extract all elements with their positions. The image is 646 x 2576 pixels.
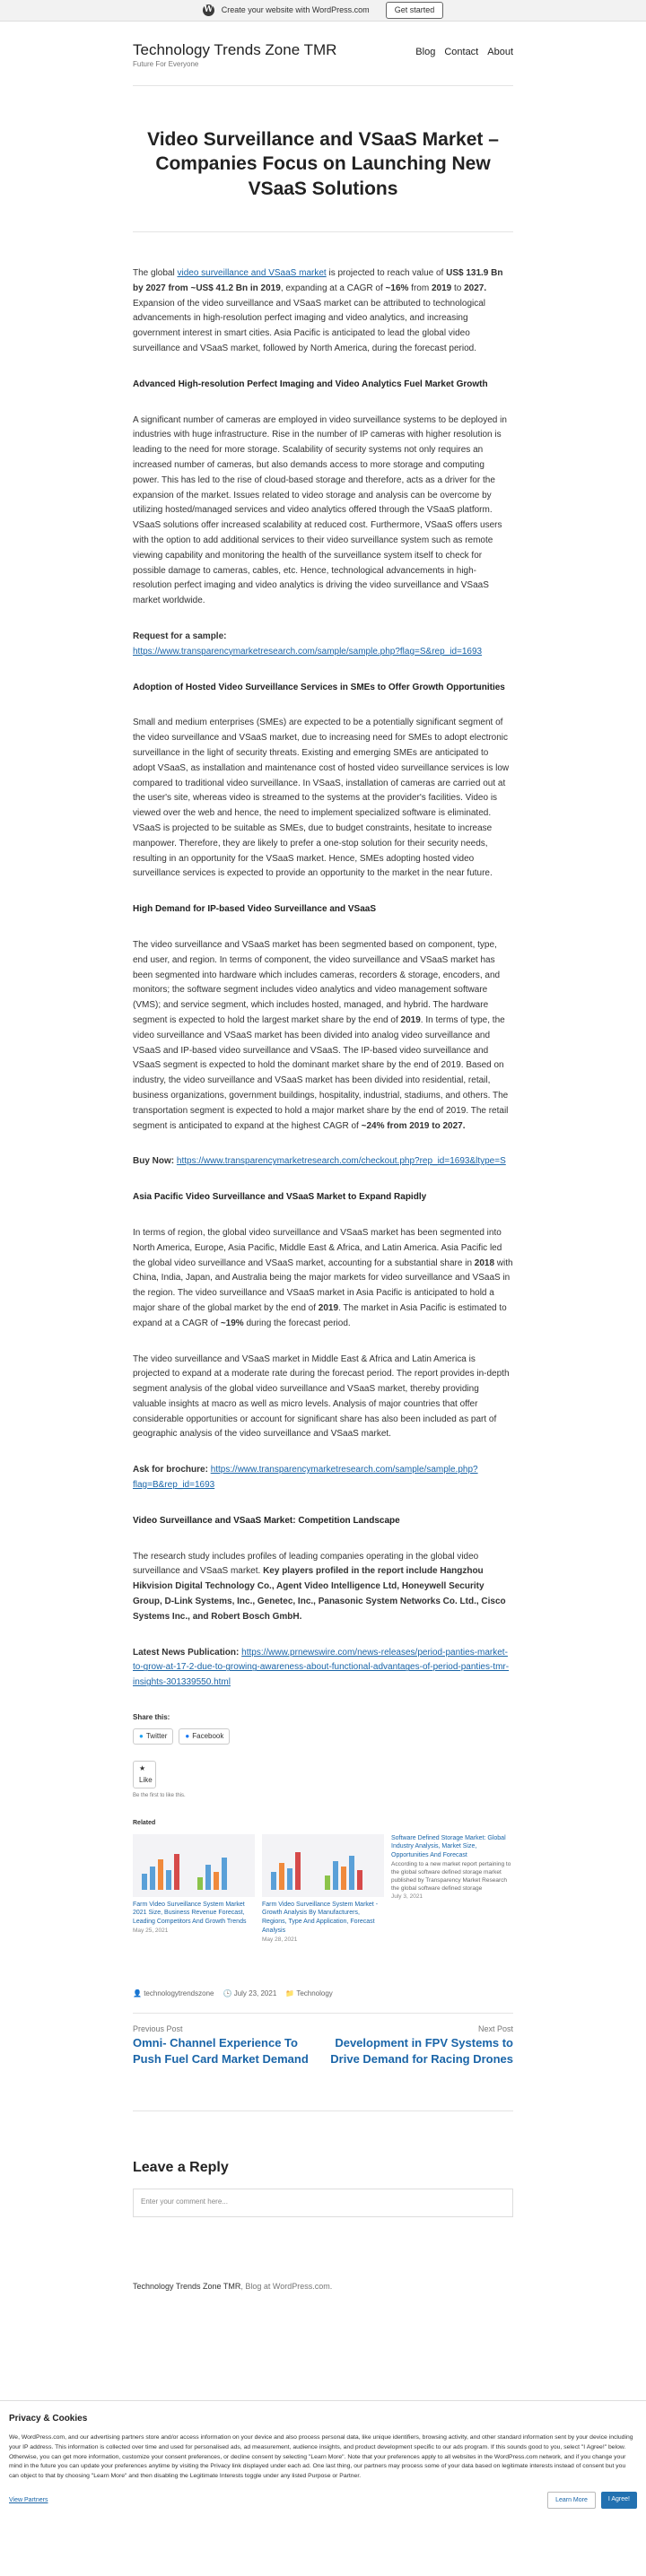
next-title[interactable]: Development in FPV Systems to Drive Demand for Racing Drones (330, 2036, 513, 2067)
like-note: Be the first to like this. (133, 1792, 186, 1798)
buy-link[interactable]: https://www.transparencymarketresearch.com/checkout.php?rep_id=1693&ltype=S (176, 1156, 506, 1167)
site-header (133, 22, 513, 86)
post-content (133, 232, 513, 1944)
cookie-heading: Privacy & Cookies (9, 2414, 88, 2424)
cookie-banner (0, 2400, 646, 2519)
share-facebook-button[interactable]: ● Facebook (179, 1728, 230, 1744)
paragraph: In terms of region, the global video surveillance and VSaaS market has been segmented into North America, Europe, Asia Pacific, Middle East & Africa, and Latin America. Asia Pacific led the global video surveillance and VSaaS market, accounting for a substantial share in 2018 with China, India, Japan, and Australia being the major markets for video surveillance and VSaaS in the region. The video surveillance and VSaaS market in Asia Pacific is anticipated to hold a major share of the global market by the end of 2019. The market in Asia Pacific is estimated to expand at a CAGR of ~19% during the forecast period. (133, 1227, 513, 1328)
reply-heading: Leave a Reply (133, 2160, 229, 2176)
news-link[interactable]: https://www.prnewswire.com/news-releases/period-panties-market-to-grow-at-17-2-due-to-growing-awareness-about-functional-advantages-of-period-panties-tmr-insights-301339550.html (133, 1647, 510, 1688)
agree-button[interactable]: I Agree! (601, 2492, 637, 2509)
related-item[interactable] (391, 1834, 513, 1944)
footer-site-link[interactable]: Technology Trends Zone TMR (133, 2282, 241, 2292)
sample-request: Request for a sample: https://www.transparencymarketresearch.com/sample/sample.php?flag=S&rep_id=1693 (133, 631, 483, 657)
clock-icon: 🕒 (223, 1989, 232, 1997)
thumbnail-chart (271, 1852, 301, 1890)
previous-title[interactable]: Omni- Channel Experience To Push Fuel Card Market Demand (133, 2036, 309, 2067)
thumbnail-chart (142, 1854, 179, 1890)
related-date: July 3, 2021 (391, 1893, 423, 1901)
cookie-text: We, WordPress.com, and our advertising partners store and/or access information on your device and also process personal data, like unique identifiers, browsing activity, and other standard information sent by your device including your IP address. This information is collected over time and used for personalised ads, ad measurement, audience insights, and product development specific to our ads program. If this sounds good to you, select "I Agree!" below. Otherwise, you can get more information, customize your consent preferences, or decline consent by selecting "Learn More". Note that your preferences apply to all websites in the WordPress.com network, and if you change your mind in the future you can update your preferences anytime by visiting the Privacy link displayed under each ad. One last thing, our partners may process some of your data based on legitimate interests instead of consent but you can object to that by choosing "Learn More" and then disabling the Legitimate Interests toggle under any listed Purpose or Partner. (9, 2434, 633, 2479)
related-title[interactable]: Farm Video Surveillance System Market - Growth Analysis By Manufacturers, Regions, Type And Application, Forecast Analysis (262, 1901, 379, 1935)
previous-label: Previous Post (133, 2023, 183, 2033)
related-label: Related (133, 1819, 156, 1826)
sample-link[interactable]: https://www.transparencymarketresearch.com/sample/sample.php?flag=S&rep_id=1693 (133, 646, 483, 657)
post-title: Video Surveillance and VSaaS Market – Companies Focus on Launching New VSaaS Solutions (133, 86, 513, 232)
date-meta[interactable]: 🕒 July 23, 2021 (223, 1989, 277, 1997)
paragraph: The video surveillance and VSaaS market has been segmented based on component, type, end user, and region. In terms of component, the video surveillance and VSaaS market has been segmented into hardware which includes cameras, recorders & storage, encoders, and monitors; the software segment includes video analytics and video management software (VMS); and service segment, which includes hosted, managed, and hybrid. The hardware segment is expected to hold the largest market share by the end of 2019. In terms of type, the video surveillance and VSaaS market has been divided into analog video surveillance and VSaaS and IP-based video surveillance and VSaaS. The IP-based video surveillance and VSaaS segment is expected to hold the dominant market share by the end of 2019. Based on industry, the video surveillance and VSaaS market has been divided into residential, retail, business organizations, government buildings, hospitality, industrial, stadiums, and others. The transportation segment is expected to hold a major market share by the end of 2019. The retail segment is anticipated to expand at the highest CAGR of ~24% from 2019 to 2027. (133, 939, 509, 1131)
next-label: Next Post (477, 2023, 513, 2033)
intro-paragraph: The global video surveillance and VSaaS market is projected to reach value of US$ 131.9 Bn by 2027 from ~US$ 41.2 Bn in 2019, expanding at a CAGR of ~16% from 2019 to 2027. Expansion of the video surveillance and VSaaS market can be attributed to technological advancements in high-resolution perfect imaging and video analytics, and increasing government interest in smart cities. Asia Pacific is anticipated to lead the global video surveillance and VSaaS market, followed by North America, during the forecast period. (133, 268, 503, 354)
related-posts (133, 1834, 513, 1944)
section-heading: Asia Pacific Video Surveillance and VSaaS Market to Expand Rapidly (133, 1192, 427, 1203)
brochure-request: Ask for brochure: https://www.transparencymarketresearch.com/sample/sample.php?flag=B&rep_id=1693 (133, 1465, 478, 1491)
share-label: Share this: (133, 1713, 170, 1722)
banner-text[interactable]: Create your website with WordPress.com (221, 5, 370, 15)
like-button[interactable]: ★ Like (133, 1761, 156, 1788)
paragraph: The video surveillance and VSaaS market in Middle East & Africa and Latin America is projected to expand at a moderate rate during the forecast period. The report provides in-depth segment analysis of the global video surveillance and VSaaS market, thereby providing valuable insights at macro as well as micro levels. Analysis of major countries that offer considerable opportunities or account for significant share has also been included as part of geographic analysis of the video surveillance and VSaaS market. (133, 1353, 510, 1440)
thumbnail-chart (197, 1858, 227, 1890)
wpcom-banner (0, 0, 646, 22)
share-twitter-button[interactable]: ● Twitter (133, 1728, 173, 1744)
market-link[interactable]: video surveillance and VSaaS market (177, 268, 327, 279)
related-date: May 25, 2021 (133, 1928, 169, 1935)
related-thumbnail[interactable] (262, 1834, 384, 1897)
category-meta[interactable]: 📁 Technology (285, 1989, 333, 1997)
related-date: May 28, 2021 (262, 1936, 298, 1943)
thumbnail-chart (325, 1856, 362, 1890)
site-tagline: Future For Everyone (133, 60, 199, 69)
paragraph: Small and medium enterprises (SMEs) are expected to be a potentially significant segment of the video surveillance and VSaaS market, due to increasing need for SMEs to adopt electronic surveillance in the light of security threats. Existing and emerging SMEs are anticipated to adopt VSaaS, as installation and maintenance cost of hosted video surveillance services is low compared to traditional video surveillance. In VSaaS, installation of cameras are carried out at the user's site, whereas video is streamed to the systems at the provider's facilities. Video is viewed over the web and hence, the need to implement specialized software is eliminated. VSaaS is projected to be suitable as SMEs, due to budget constraints, hesitate to increase manpower. Therefore, they are likely to prefer a one-stop solution for their security needs, resulting in an opportunity for the VSaaS market. Hence, SMEs adopting hosted video surveillance services is expected to provide an opportunity to the market in the near future. (133, 718, 510, 879)
get-started-button[interactable]: Get started (386, 2, 444, 18)
footer-wpcom[interactable]: , Blog at WordPress.com. (240, 2282, 333, 2292)
main-nav (415, 41, 513, 61)
nav-blog[interactable]: Blog (415, 47, 436, 57)
learn-more-button[interactable]: Learn More (547, 2492, 596, 2509)
view-partners-link[interactable]: View Partners (9, 2497, 48, 2504)
nav-about[interactable]: About (487, 47, 513, 57)
brochure-link[interactable]: https://www.transparencymarketresearch.com/sample/sample.php?flag=B&rep_id=1693 (133, 1465, 478, 1491)
site-title[interactable]: Technology Trends Zone TMR (133, 41, 337, 58)
post-navigation (133, 2014, 513, 2112)
cookie-actions (9, 2492, 637, 2509)
related-title[interactable]: Software Defined Storage Market: Global Industry Analysis, Market Size, Opportunities And Forecast (391, 1834, 506, 1859)
post-meta (133, 1944, 513, 2014)
folder-icon: 📁 (285, 1989, 295, 1997)
latest-news: Latest News Publication: https://www.prnewswire.com/news-releases/period-panties-market-to-grow-at-17-2-due-to-growing-awareness-about-functional-advantages-of-period-panties-tmr-insights-301339550.html (133, 1647, 510, 1688)
related-title[interactable]: Farm Video Surveillance System Market 2021 Size, Business Revenue Forecast, Leading Competitors And Growth Trends (133, 1901, 247, 1926)
wordpress-logo-icon: W (204, 5, 214, 15)
previous-post[interactable] (133, 2023, 312, 2068)
next-post[interactable] (325, 2023, 513, 2068)
paragraph: The research study includes profiles of leading companies operating in the global video surveillance and VSaaS market. Key players profiled in the report include Hangzhou Hikvision Digital Technology Co., Agent Video Intelligence Ltd, Honeywell Security Group, D-Link Systems, Inc., Genetec, Inc., Panasonic System Networks Co. Ltd., Cisco Systems Inc., and Robert Bosch GmbH. (133, 1551, 506, 1622)
site-footer (133, 2217, 513, 2400)
section-heading: High Demand for IP-based Video Surveillance and VSaaS (133, 904, 377, 915)
related-item[interactable] (262, 1834, 384, 1944)
comment-input[interactable]: Enter your comment here... (133, 2189, 513, 2217)
buy-now: Buy Now: https://www.transparencymarketresearch.com/checkout.php?rep_id=1693&ltype=S (133, 1156, 506, 1167)
user-icon: 👤 (133, 1989, 142, 1997)
related-item[interactable] (133, 1834, 255, 1944)
twitter-icon: ● (139, 1732, 144, 1741)
related-excerpt: According to a new market report pertaining to the global software defined storage market published by Transparency Market Research the global software defined storage (391, 1861, 511, 1893)
section-heading: Advanced High-resolution Perfect Imaging and Video Analytics Fuel Market Growth (133, 379, 488, 389)
related-thumbnail[interactable] (133, 1834, 255, 1897)
paragraph: A significant number of cameras are employed in video surveillance systems to be deployed in industries with huge infrastructure. Rise in the number of IP cameras with higher resolution is leading to the need for more storage. Scalability of security systems not only requires an increased number of cameras, but also demands access to more storage and computing power. This has led to the rise of cloud-based storage and therefore, acts as a driver for the expansion of the market. Issues related to video storage and analysis can be overcome by utilizing hosted/managed services and video analytics offered through the VSaaS platform. VSaaS solutions offer increased scalability at reduced cost. Furthermore, VSaaS offers users with the option to add additional services to their video surveillance system such as remote viewing capability and monitoring the health of the surveillance system itself to check for possible damage to cameras, cables, etc. Hence, technological advancements in high-resolution perfect imaging and video analytics is driving the video surveillance and VSaaS market worldwide. (133, 414, 507, 606)
section-heading: Video Surveillance and VSaaS Market: Competition Landscape (133, 1515, 400, 1526)
star-icon: ★ (139, 1763, 146, 1772)
author-meta[interactable]: 👤 technologytrendszone (133, 1989, 214, 1997)
section-heading: Adoption of Hosted Video Surveillance Services in SMEs to Offer Growth Opportunities (133, 682, 505, 692)
nav-contact[interactable]: Contact (444, 47, 479, 57)
facebook-icon: ● (185, 1732, 190, 1741)
share-buttons (133, 1728, 513, 1744)
